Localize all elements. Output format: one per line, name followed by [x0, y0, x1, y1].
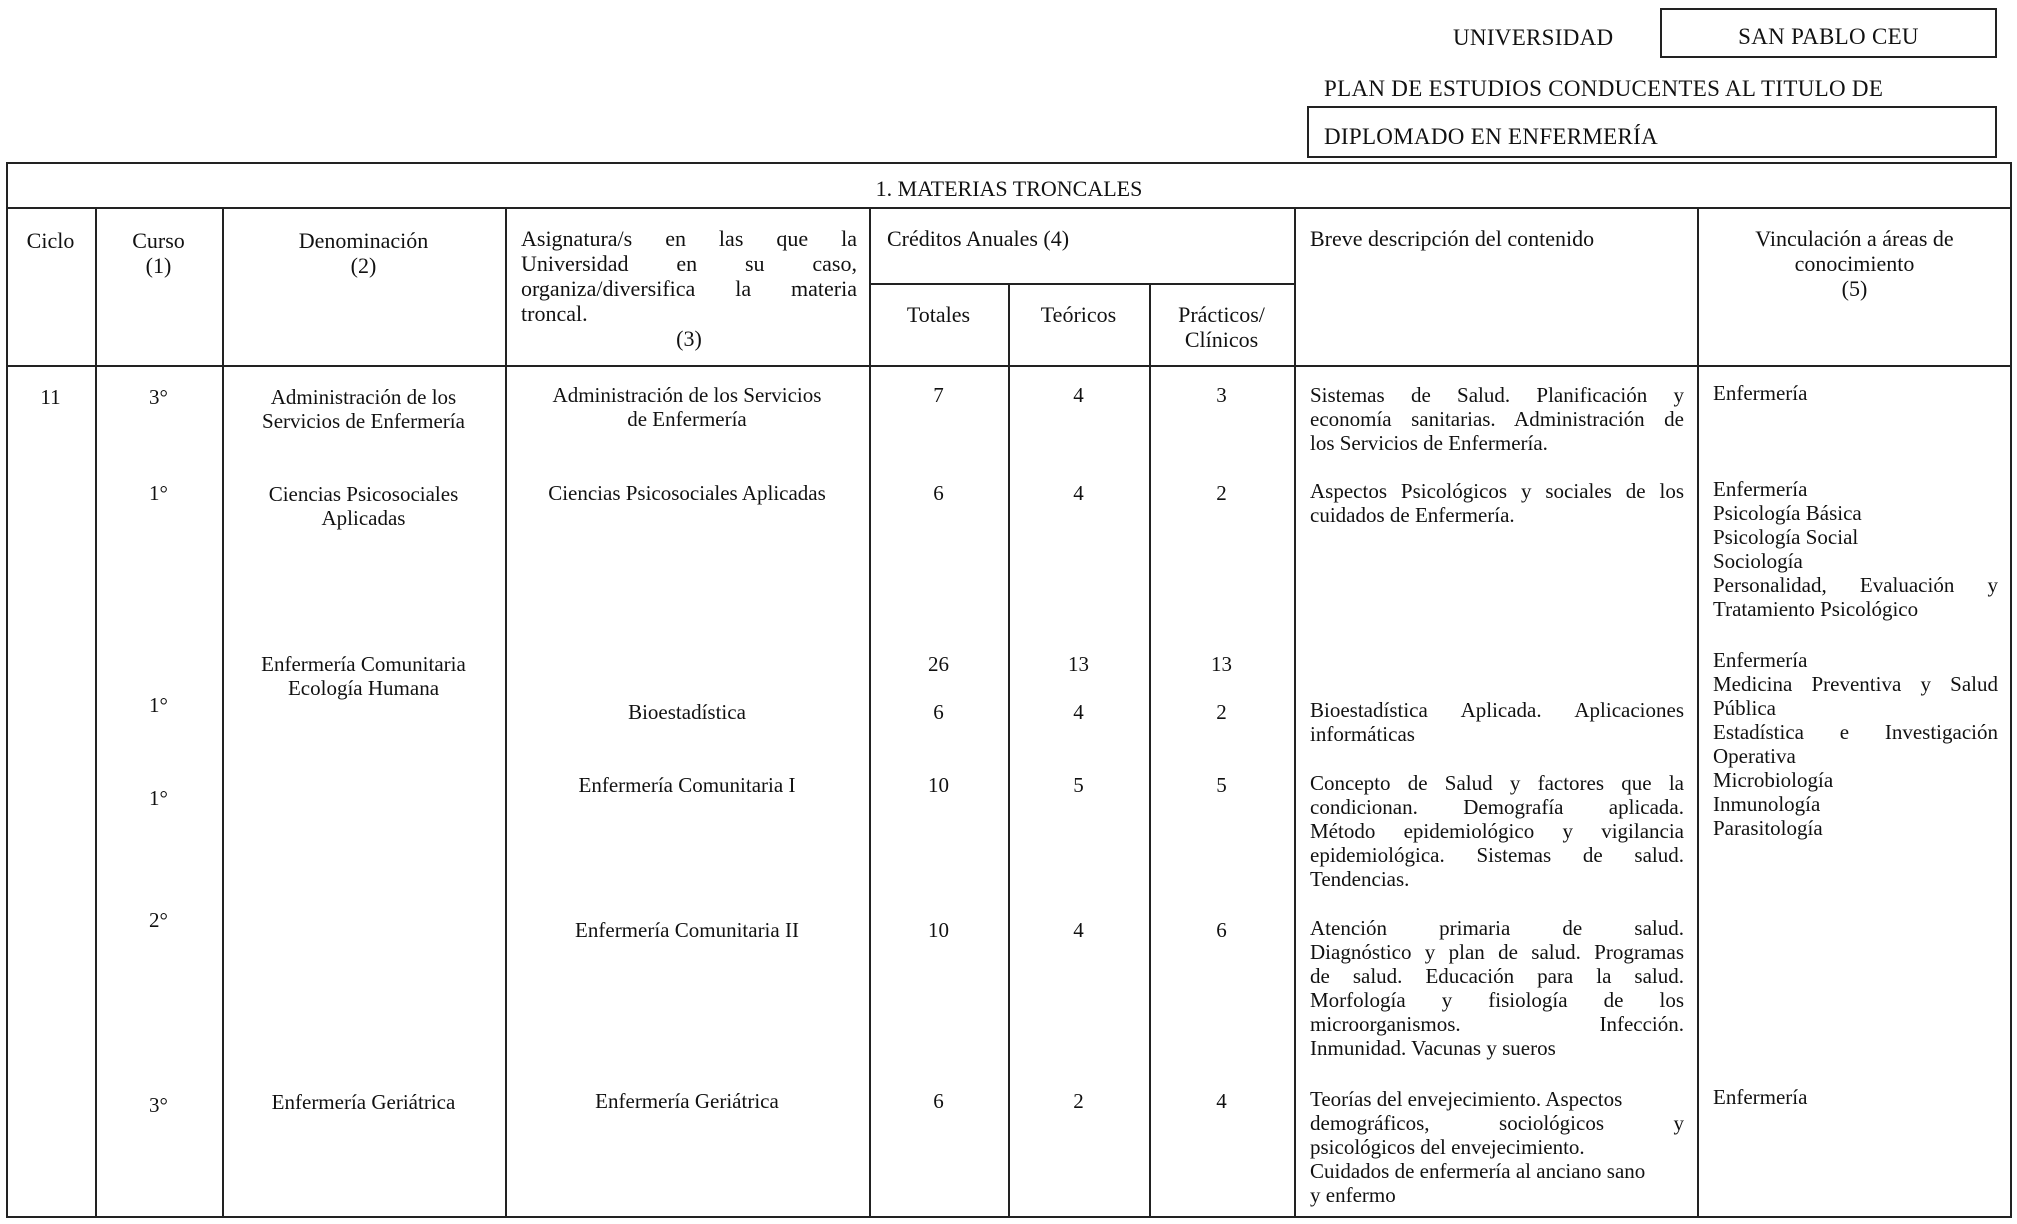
asignatura-cell	[505, 700, 869, 724]
col-line	[222, 207, 224, 1218]
asignatura-value-line: Ciencias Psicosociales Aplicadas	[548, 481, 826, 505]
col-header-practicos-line: Prácticos/	[1178, 302, 1265, 327]
vinculacion-line: Psicología Básica	[1713, 501, 1862, 525]
descripcion-line: Aspectos Psicológicos y sociales de los	[1310, 479, 1684, 503]
vinculacion-line: Enfermería	[1713, 648, 1808, 672]
table-title: 1. MATERIAS TRONCALES	[875, 176, 1143, 201]
descripcion-line: Diagnóstico y plan de salud. Programas	[1310, 940, 1684, 964]
asignatura-cell	[505, 918, 869, 942]
col-header-curso-note: (1)	[145, 253, 172, 278]
vinculacion-cell	[1713, 477, 1998, 621]
vinculacion-line: Enfermería	[1713, 381, 1808, 405]
totales-value: 7	[933, 383, 944, 407]
col-header-practicos-line: Clínicos	[1184, 327, 1259, 352]
totales-value: 6	[933, 700, 944, 724]
vinculacion-line: Medicina Preventiva y Salud	[1713, 672, 1998, 696]
col-header-vinculacion	[1697, 226, 2012, 301]
col-header-creditos: Créditos Anuales (4)	[887, 226, 1070, 251]
descripcion-line: economía sanitarias. Administración de	[1310, 407, 1684, 431]
denominacion-line: Enfermería Comunitaria	[261, 652, 466, 676]
asignatura-cell	[505, 383, 869, 431]
col-header-practicos	[1149, 302, 1294, 352]
asignatura-value-line: Enfermería Geriátrica	[595, 1089, 779, 1113]
denominacion-line: Ciencias Psicosociales	[268, 482, 459, 506]
university-label: UNIVERSIDAD	[1453, 25, 1614, 50]
vinculacion-line: Pública	[1713, 696, 1776, 720]
vinculacion-line: Psicología Social	[1713, 525, 1859, 549]
practicos-value: 4	[1216, 1089, 1227, 1113]
col-header-denominacion-note: (2)	[350, 253, 377, 278]
vinculacion-line: Personalidad, Evaluación y	[1713, 573, 1998, 597]
asignatura-value-line: Administración de los Servicios	[552, 383, 822, 407]
vinculacion-line: Parasitología	[1713, 816, 1823, 840]
col-line	[1149, 283, 1151, 1218]
col-header-descripcion: Breve descripción del contenido	[1310, 226, 1595, 251]
plan-label: PLAN DE ESTUDIOS CONDUCENTES AL TITULO DE	[1324, 76, 1884, 101]
practicos-value: 5	[1216, 773, 1227, 797]
asignatura-value-line: Enfermería Comunitaria I	[578, 773, 796, 797]
curso-value: 1°	[149, 786, 168, 810]
asignatura-value-line: de Enfermería	[627, 407, 747, 431]
col-header-curso	[95, 228, 222, 278]
descripcion-cell	[1310, 771, 1684, 891]
col-line	[1697, 207, 1699, 1218]
vinculacion-cell	[1713, 381, 1998, 405]
curso-value: 3°	[149, 1093, 168, 1117]
descripcion-line: Inmunidad. Vacunas y sueros	[1310, 1036, 1556, 1060]
curso-value: 3°	[149, 385, 168, 409]
descripcion-cell	[1310, 698, 1684, 746]
denominacion-line: Ecología Humana	[287, 676, 440, 700]
descripcion-line: y enfermo	[1310, 1183, 1396, 1207]
vinculacion-line: Sociología	[1713, 549, 1803, 573]
descripcion-cell	[1310, 1087, 1684, 1207]
col-line	[1008, 283, 1010, 1218]
col-header-vinculacion-line: Vinculación a áreas de	[1755, 226, 1954, 251]
teoricos-value: 13	[1068, 652, 1089, 676]
vinculacion-cell	[1713, 648, 1998, 840]
descripcion-line: psicológicos del envejecimiento.	[1310, 1135, 1585, 1159]
descripcion-line: de salud. Educación para la salud.	[1310, 964, 1684, 988]
vinculacion-line: Estadística e Investigación	[1713, 720, 1998, 744]
denominacion-line: Aplicadas	[321, 506, 406, 530]
descripcion-line: informáticas	[1310, 722, 1415, 746]
vinculacion-line: Enfermería	[1713, 1085, 1808, 1109]
curso-value: 1°	[149, 693, 168, 717]
vinculacion-line: Inmunología	[1713, 792, 1821, 816]
title-divider	[6, 207, 2012, 209]
descripcion-line: condicionan. Demografía aplicada.	[1310, 795, 1684, 819]
denominacion-cell	[222, 652, 505, 700]
practicos-value: 13	[1211, 652, 1232, 676]
col-header-asignatura	[521, 226, 857, 351]
col-header-asignatura-note: (3)	[676, 326, 702, 351]
denominacion-line: Administración de los	[270, 385, 457, 409]
col-header-denominacion	[222, 228, 505, 278]
credits-subheader-divider	[869, 283, 1294, 285]
vinculacion-line: Microbiología	[1713, 768, 1834, 792]
totales-value: 26	[928, 652, 949, 676]
descripcion-cell	[1310, 479, 1684, 527]
denominacion-line: Enfermería Geriátrica	[271, 1090, 456, 1114]
denominacion-cell	[222, 1090, 505, 1114]
degree-title: DIPLOMADO EN ENFERMERÍA	[1324, 124, 1659, 149]
descripcion-line: Tendencias.	[1310, 867, 1410, 891]
vinculacion-line: Tratamiento Psicológico	[1713, 597, 1919, 621]
teoricos-value: 5	[1073, 773, 1084, 797]
descripcion-line: cuidados de Enfermería.	[1310, 503, 1515, 527]
descripcion-line: demográficos, sociológicos y	[1310, 1111, 1684, 1135]
denominacion-cell	[222, 385, 505, 433]
descripcion-cell	[1310, 916, 1684, 1060]
teoricos-value: 4	[1073, 918, 1084, 942]
teoricos-value: 4	[1073, 481, 1084, 505]
asignatura-line: troncal.	[521, 301, 588, 326]
descripcion-line: Teorías del envejecimiento. Aspectos	[1310, 1087, 1623, 1111]
ciclo-value: 11	[40, 385, 61, 409]
asignatura-cell	[505, 481, 869, 505]
descripcion-line: microorganismos. Infección.	[1310, 1012, 1684, 1036]
teoricos-value: 4	[1073, 700, 1084, 724]
descripcion-cell	[1310, 383, 1684, 455]
curso-value: 1°	[149, 481, 168, 505]
col-header-vinculacion-line: conocimiento	[1794, 251, 1915, 276]
totales-value: 10	[928, 918, 949, 942]
col-header-teoricos: Teóricos	[1040, 302, 1117, 327]
col-line	[1294, 207, 1296, 1218]
practicos-value: 2	[1216, 481, 1227, 505]
col-header-vinculacion-note: (5)	[1841, 276, 1868, 301]
col-header-totales: Totales	[906, 302, 971, 327]
descripcion-line: Morfología y fisiología de los	[1310, 988, 1684, 1012]
practicos-value: 3	[1216, 383, 1227, 407]
descripcion-line: Concepto de Salud y factores que la	[1310, 771, 1684, 795]
col-header-curso-label: Curso	[132, 228, 185, 253]
asignatura-value-line: Enfermería Comunitaria II	[575, 918, 799, 942]
descripcion-line: Atención primaria de salud.	[1310, 916, 1684, 940]
asignatura-cell	[505, 773, 869, 797]
vinculacion-line: Enfermería	[1713, 477, 1808, 501]
col-header-ciclo: Ciclo	[26, 228, 75, 253]
asignatura-line: Asignatura/s en las que la	[521, 226, 857, 251]
denominacion-cell	[222, 482, 505, 530]
asignatura-value-line: Bioestadística	[628, 700, 746, 724]
vinculacion-line: Operativa	[1713, 744, 1796, 768]
descripcion-line: Cuidados de enfermería al anciano sano	[1310, 1159, 1646, 1183]
teoricos-value: 2	[1073, 1089, 1084, 1113]
practicos-value: 6	[1216, 918, 1227, 942]
descripcion-line: Sistemas de Salud. Planificación y	[1310, 383, 1684, 407]
university-name: SAN PABLO CEU	[1738, 24, 1919, 49]
descripcion-line: los Servicios de Enfermería.	[1310, 431, 1548, 455]
curso-value: 2°	[149, 908, 168, 932]
asignatura-line: organiza/diversifica la materia	[521, 276, 857, 301]
descripcion-line: Bioestadística Aplicada. Aplicaciones	[1310, 698, 1684, 722]
descripcion-line: Método epidemiológico y vigilancia	[1310, 819, 1684, 843]
col-header-denominacion-label: Denominación	[298, 228, 429, 253]
totales-value: 6	[933, 1089, 944, 1113]
asignatura-cell	[505, 1089, 869, 1113]
vinculacion-cell	[1713, 1085, 1998, 1109]
asignatura-line: Universidad en su caso,	[521, 251, 857, 276]
descripcion-line: epidemiológica. Sistemas de salud.	[1310, 843, 1684, 867]
teoricos-value: 4	[1073, 383, 1084, 407]
totales-value: 6	[933, 481, 944, 505]
totales-value: 10	[928, 773, 949, 797]
denominacion-line: Servicios de Enfermería	[262, 409, 465, 433]
practicos-value: 2	[1216, 700, 1227, 724]
